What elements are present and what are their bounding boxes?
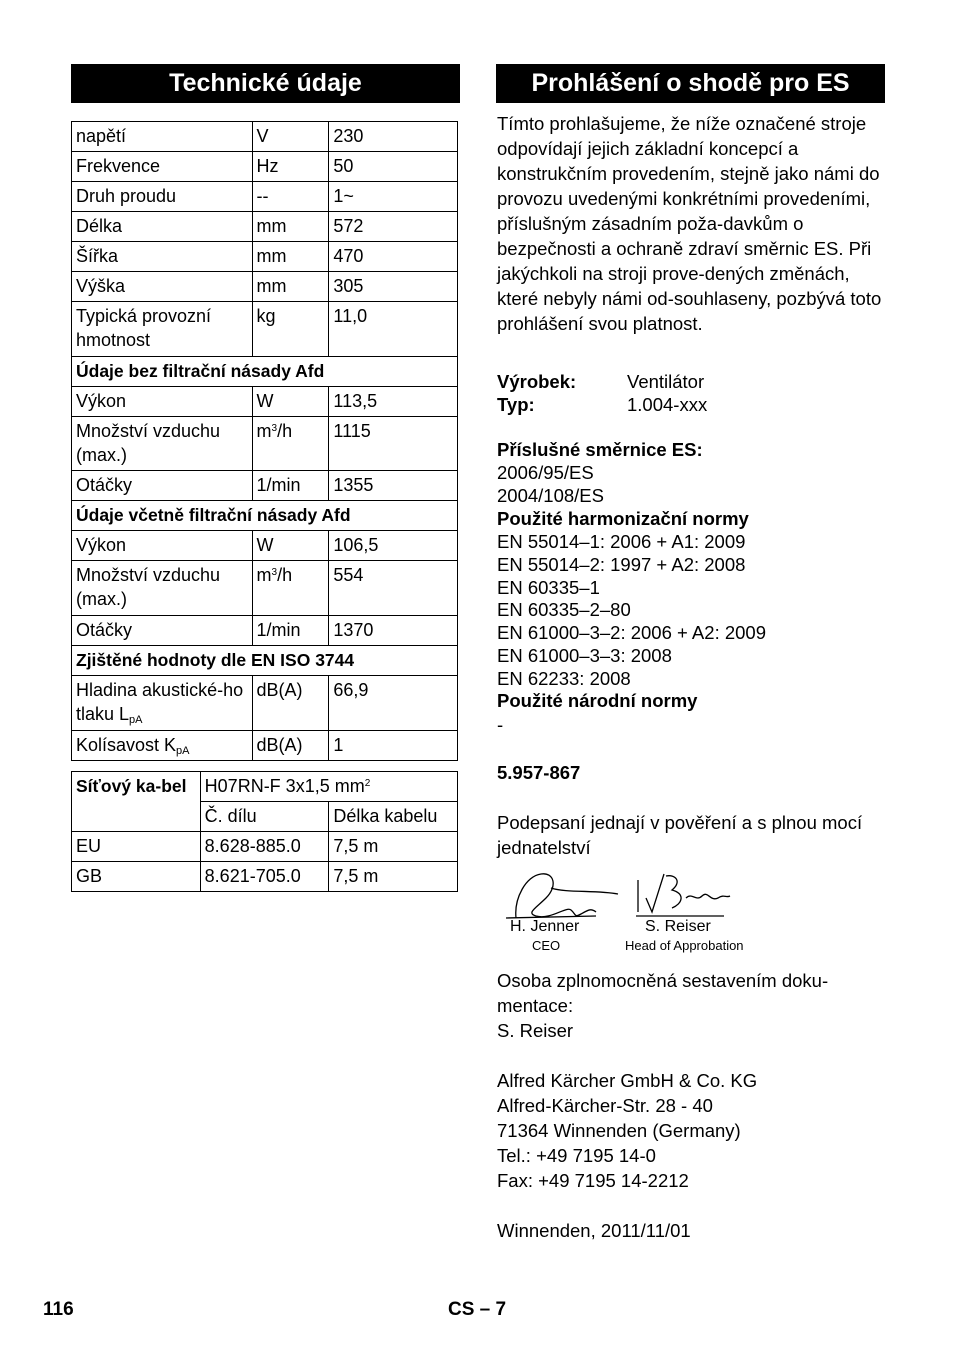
standard-item: EN 55014–2: 1997 + A2: 2008: [497, 554, 746, 575]
table-row: Hladina akustické-ho tlaku $L_{pA}$ dB(A) 66,9: [72, 676, 458, 731]
table-section-row: Údaje bez filtrační násady Afd: [72, 357, 458, 387]
table-row: Šířka mm 470: [72, 242, 458, 272]
table-row: GB 8.621-705.0 7,5 m: [72, 862, 458, 892]
technical-data-table: [71, 121, 458, 761]
power-cable-table: [71, 771, 458, 892]
place-date: Winnenden, 2011/11/01: [497, 1220, 691, 1241]
harmonized-title: Použité harmonizační normy: [497, 508, 749, 529]
technical-data-heading: Technické údaje: [71, 64, 460, 103]
type-label: Typ:: [497, 394, 535, 415]
table-row: Druh proudu -- 1~: [72, 182, 458, 212]
table-row: Typická provozní hmotnost kg 11,0: [72, 302, 458, 357]
standard-item: EN 62233: 2008: [497, 668, 631, 689]
directive-item: 2004/108/ES: [497, 485, 604, 506]
table-row: Otáčky 1/min 1355: [72, 471, 458, 501]
signer-2-title: Head of Approbation: [625, 938, 744, 953]
page-number: 116: [43, 1299, 74, 1320]
signer-1-name: H. Jenner: [510, 918, 580, 935]
table-row: Síťový ka-bel H07RN-F 3x1,5 $mm^2$: [72, 772, 458, 802]
table-section-row: Zjištěné hodnoty dle EN ISO 3744: [72, 646, 458, 676]
signed-text: Podepsaní jednají v pověření a s plnou mocí jednatelství: [497, 812, 863, 858]
address-line: Alfred Kärcher GmbH & Co. KG: [497, 1070, 758, 1091]
directive-item: 2006/95/ES: [497, 462, 594, 483]
national-title: Použité národní normy: [497, 690, 698, 711]
signature-jenner: [506, 874, 618, 918]
address-line: Alfred-Kärcher-Str. 28 - 40: [497, 1095, 713, 1116]
table-row: Výška mm 305: [72, 272, 458, 302]
authorized-name: S. Reiser: [497, 1020, 574, 1041]
standard-item: EN 55014–1: 2006 + A1: 2009: [497, 531, 746, 552]
standard-item: EN 61000–3–2: 2006 + A2: 2009: [497, 622, 766, 643]
table-row: napětí V 230: [72, 122, 458, 152]
table-row: Kolísavost $K_{pA}$ dB(A) 1: [72, 731, 458, 761]
product-label: Výrobek:: [497, 371, 577, 392]
type-value: 1.004-xxx: [627, 394, 708, 415]
directives-title: Příslušné směrnice ES:: [497, 439, 703, 460]
table-row: Výkon W 106,5: [72, 531, 458, 561]
national-value: -: [497, 714, 504, 735]
signer-1-title: CEO: [532, 938, 561, 953]
standard-item: EN 61000–3–3: 2008: [497, 645, 672, 666]
address-line: Fax: +49 7195 14-2212: [497, 1170, 689, 1191]
table-section-row: Údaje včetně filtrační násady Afd: [72, 501, 458, 531]
standard-item: EN 60335–1: [497, 577, 600, 598]
section-marker: CS – 7: [448, 1299, 507, 1320]
ec-declaration-heading: Prohlášení o shodě pro ES: [496, 64, 885, 103]
declaration-intro: Tímto prohlašujeme, že níže označené stroje odpovídají jejich základní koncepcí a konstrukčním provedením, stejně jako námi do provozu uvedenými konkrétními provedeními, příslušným zásadním poža-davkům o bezpečnosti a ochraně zdraví směrnic ES. Při jakýchkoli na stroji prove-dených změnách, které nebyly námi od-souhlaseny, pozbývá toto prohlášení svou platnost.: [497, 113, 882, 334]
address-line: Tel.: +49 7195 14-0: [497, 1145, 656, 1166]
table-row: Množství vzduchu (max.) $m^3/h$ 1115: [72, 417, 458, 471]
table-row: Otáčky 1/min 1370: [72, 616, 458, 646]
table-row: Výkon W 113,5: [72, 387, 458, 417]
table-row: EU 8.628-885.0 7,5 m: [72, 832, 458, 862]
standard-item: EN 60335–2–80: [497, 599, 631, 620]
table-row: Č. dílu Délka kabelu: [72, 802, 458, 832]
table-row: Množství vzduchu (max.) $m^3/h$ 554: [72, 561, 458, 616]
signature-reiser: [636, 874, 730, 916]
document-number: 5.957-867: [497, 762, 581, 783]
signer-2-name: S. Reiser: [645, 918, 711, 935]
table-row: Frekvence Hz 50: [72, 152, 458, 182]
product-value: Ventilátor: [627, 371, 705, 392]
address-line: 71364 Winnenden (Germany): [497, 1120, 741, 1141]
authorized-text: Osoba zplnomocněná sestavením doku-mentace:: [497, 970, 829, 1016]
table-row: Délka mm 572: [72, 212, 458, 242]
